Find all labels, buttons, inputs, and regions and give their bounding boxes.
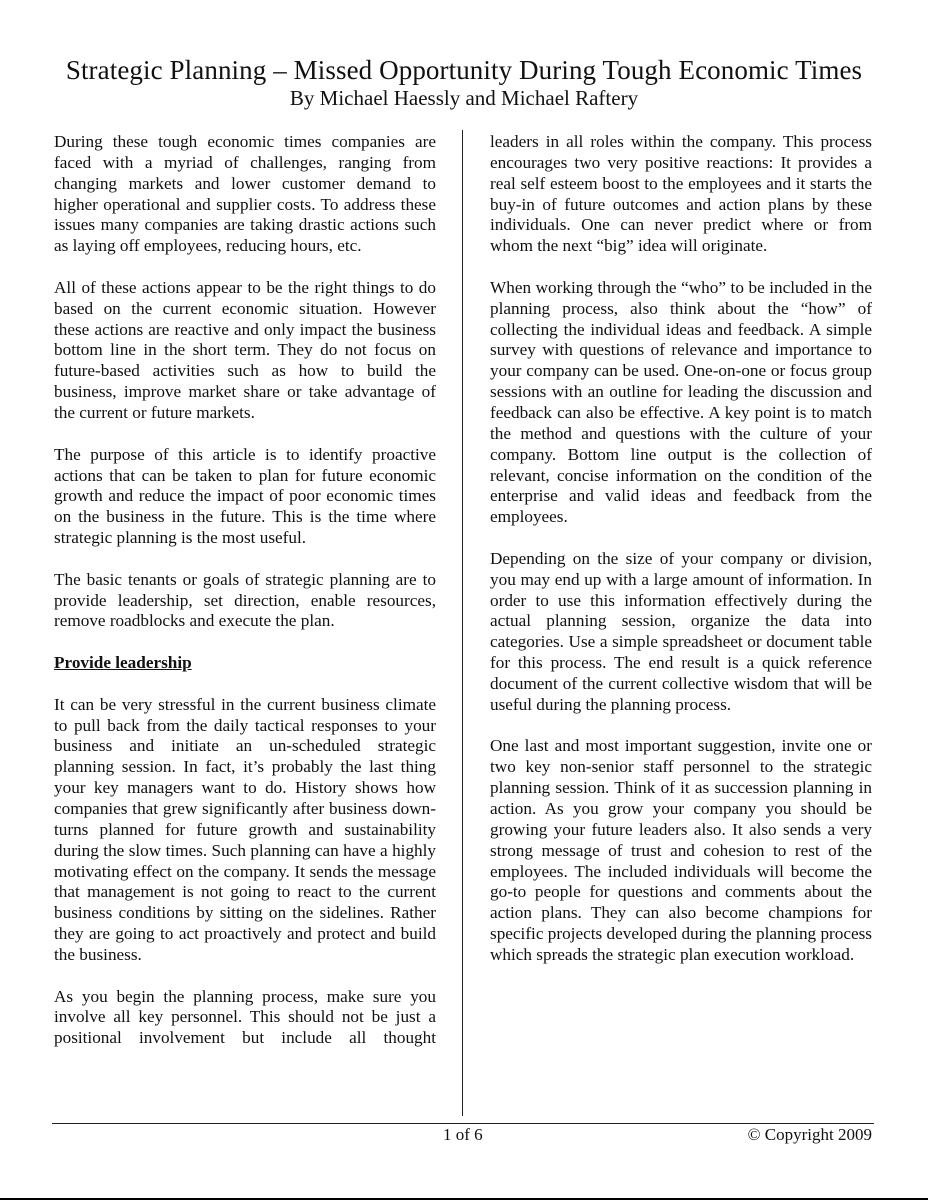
section-heading: Provide leadership xyxy=(54,653,192,673)
document-title: Strategic Planning – Missed Opportunity During Tough Economic Times xyxy=(65,55,863,85)
paragraph: During these tough economic times companies are faced with a myriad of challenges, ranging from changing markets and lower customer demand to higher operational and supplier costs. To address these issues many companies are taking drastic actions such as laying off employees, reducing hours, etc. xyxy=(54,132,436,256)
left-column xyxy=(54,132,436,1070)
paragraph: leaders in all roles within the company. This process encourages two very positive reactions: It provides a real self esteem boost to the employees and it starts the buy-in of future outcomes and action plans by these individuals. One can never predict where or from whom the next “big” idea will originate. xyxy=(490,132,872,256)
paragraph: The purpose of this article is to identify proactive actions that can be taken to plan for future economic growth and reduce the impact of poor economic times on the business in the future. This is the time where strategic planning is the most useful. xyxy=(54,444,436,548)
page-number: 1 of 6 xyxy=(443,1125,483,1144)
paragraph: When working through the “who” to be included in the planning process, also think about the “how” of collecting the individual ideas and feedback. A simple survey with questions of relevance and importance to your company can be used. One-on-one or focus group sessions with an outline for leading the discussion and feedback can also be effective. A key point is to match the method and questions with the culture of your company. Bottom line output is the collection of relevant, concise information on the condition of the enterprise and valid ideas and feedback from the employees. xyxy=(490,277,872,527)
copyright-notice: © Copyright 2009 xyxy=(747,1125,872,1144)
paragraph: All of these actions appear to be the right things to do based on the current economic situation. However these actions are reactive and only impact the business bottom line in the short term. They do not focus on future-based activities such as how to build the business, improve market share or take advantage of the current or future markets. xyxy=(54,277,436,422)
footer-rule xyxy=(52,1123,874,1124)
document-header xyxy=(0,54,928,110)
paragraph: Depending on the size of your company or division, you may end up with a large amount of information. In order to use this information effectively during the actual planning session, organize the data into categories. Use a simple spreadsheet or document table for this process. The end result is a quick reference document of the current collective wisdom that will be useful during the planning process. xyxy=(490,548,872,714)
column-divider xyxy=(462,130,463,1116)
right-column xyxy=(490,132,872,987)
paragraph: The basic tenants or goals of strategic planning are to provide leadership, set direction, enable resources, remove roadblocks and execute the plan. xyxy=(54,569,436,631)
author-byline: By Michael Haessly and Michael Raftery xyxy=(289,86,639,110)
paragraph: As you begin the planning process, make sure you involve all key personnel. This should not be just a positional involvement but include all thought xyxy=(54,986,436,1048)
paragraph: One last and most important suggestion, invite one or two key non-senior staff personnel to the strategic planning session. Think of it as succession planning in action. As you grow your company you should be growing your future leaders also. It also sends a very strong message of trust and cohesion to rest of the employees. The included individuals will become the go-to people for questions and comments about the action plans. They can also become champions for specific projects developed during the planning process which spreads the strategic plan execution workload. xyxy=(490,736,872,964)
paragraph: It can be very stressful in the current business climate to pull back from the daily tactical responses to your business and initiate an un-scheduled strategic planning session. In fact, it’s probably the last thing your key managers want to do. History shows how companies that grew significantly after business down-turns planned for future growth and sustainability during the slow times. Such planning can have a highly motivating effect on the company. It sends the message that management is not going to react to the current business conditions by sitting on the sidelines. Rather they are going to act proactively and protect and build the business. xyxy=(54,694,436,964)
